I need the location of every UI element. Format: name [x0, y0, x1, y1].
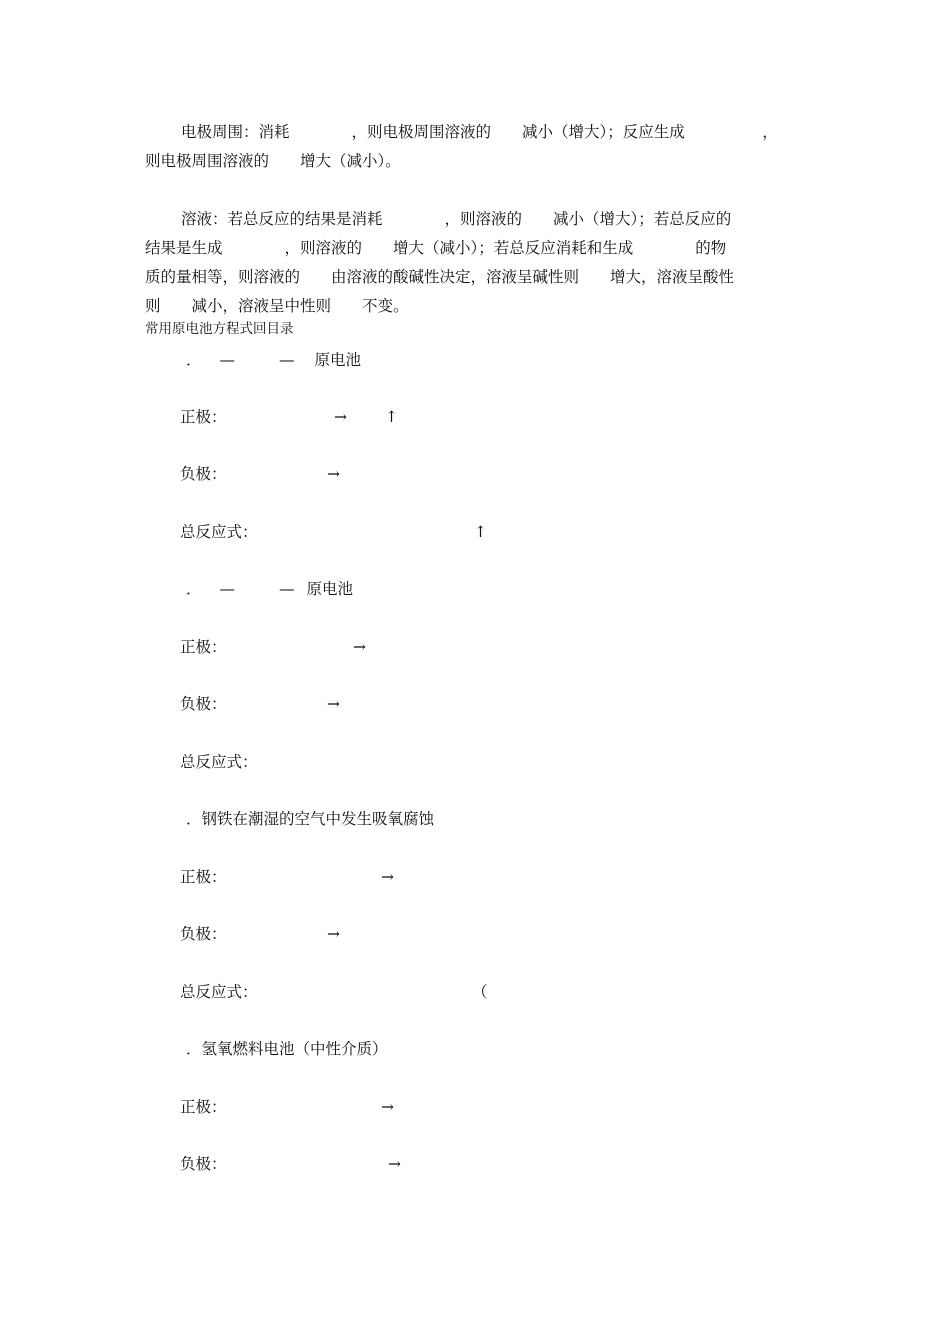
section-4-positive: [180, 1096, 227, 1118]
section-3-heading: [180, 808, 434, 830]
section-1-total: [180, 521, 258, 543]
heading-dash: —: [219, 580, 236, 598]
arrow-icon: →: [327, 695, 340, 713]
total-label: 总反应式：: [180, 523, 258, 541]
toc-link[interactable]: 常用原电池方程式回目录: [145, 321, 294, 337]
section-4-heading: [180, 1038, 388, 1060]
section-1-negative: [180, 463, 227, 485]
heading-text: ．氢氧燃料电池（中性介质）: [186, 1040, 388, 1058]
arrow-icon: →: [388, 1155, 401, 1173]
section-3-total: [180, 981, 258, 1003]
heading-text: ．钢铁在潮湿的空气中发生吸氧腐蚀: [186, 810, 435, 828]
arrow-icon: →: [327, 925, 340, 943]
arrow-icon: →: [353, 638, 366, 656]
open-paren: （: [472, 983, 488, 1001]
heading-text: 原电池: [314, 351, 362, 369]
arrow-icon: →: [334, 408, 347, 426]
positive-label: 正极：: [180, 868, 227, 886]
section-1-positive: [180, 406, 227, 428]
paragraph-line: 质的量相等，则溶液的 由溶液的酸碱性决定，溶液呈碱性则 增大，溶液呈酸性: [145, 268, 735, 286]
heading-text: 原电池: [306, 580, 354, 598]
section-1-heading: [180, 349, 361, 371]
paragraph-solution: [145, 205, 810, 321]
negative-label: 负极：: [180, 695, 227, 713]
section-4-negative: [180, 1153, 227, 1175]
heading-dash: —: [279, 580, 295, 598]
total-label: 总反应式：: [180, 753, 258, 771]
heading-dash: —: [219, 351, 236, 369]
negative-label: 负极：: [180, 925, 227, 943]
paragraph-line: 则电极周围溶液的 增大（减小）。: [145, 152, 401, 170]
section-2-total: [180, 751, 258, 773]
heading-dot: ．: [186, 580, 202, 598]
paragraph-line: [145, 118, 810, 147]
arrow-icon: →: [327, 465, 340, 483]
paragraph-line: [145, 205, 810, 234]
section-2-negative: [180, 693, 227, 715]
heading-dash: —: [279, 351, 295, 369]
heading-dot: ．: [186, 351, 202, 369]
paragraph-line: 则 减小，溶液呈中性则 不变。: [145, 297, 409, 315]
paragraph-line: 结果是生成 ，则溶液的 增大（减小）；若总反应消耗和生成 的物: [145, 239, 727, 257]
positive-label: 正极：: [180, 408, 227, 426]
negative-label: 负极：: [180, 465, 227, 483]
paragraph-text: 电极周围：消耗 ，则电极周围溶液的 减小（增大）；反应生成 ，: [181, 123, 778, 141]
arrow-icon: →: [381, 1098, 394, 1116]
paragraph-electrode-area: [145, 118, 810, 176]
positive-label: 正极：: [180, 1098, 227, 1116]
positive-label: 正极：: [180, 638, 227, 656]
negative-label: 负极：: [180, 1155, 227, 1173]
arrow-icon: →: [381, 868, 394, 886]
gas-up-arrow-icon: ↑: [474, 523, 487, 541]
section-3-positive: [180, 866, 227, 888]
section-2-heading: [180, 578, 353, 600]
paragraph-text: 溶液：若总反应的结果是消耗 ，则溶液的 减小（增大）；若总反应的: [181, 210, 732, 228]
section-3-negative: [180, 923, 227, 945]
gas-up-arrow-icon: ↑: [385, 408, 398, 426]
total-label: 总反应式：: [180, 983, 258, 1001]
section-2-positive: [180, 636, 227, 658]
